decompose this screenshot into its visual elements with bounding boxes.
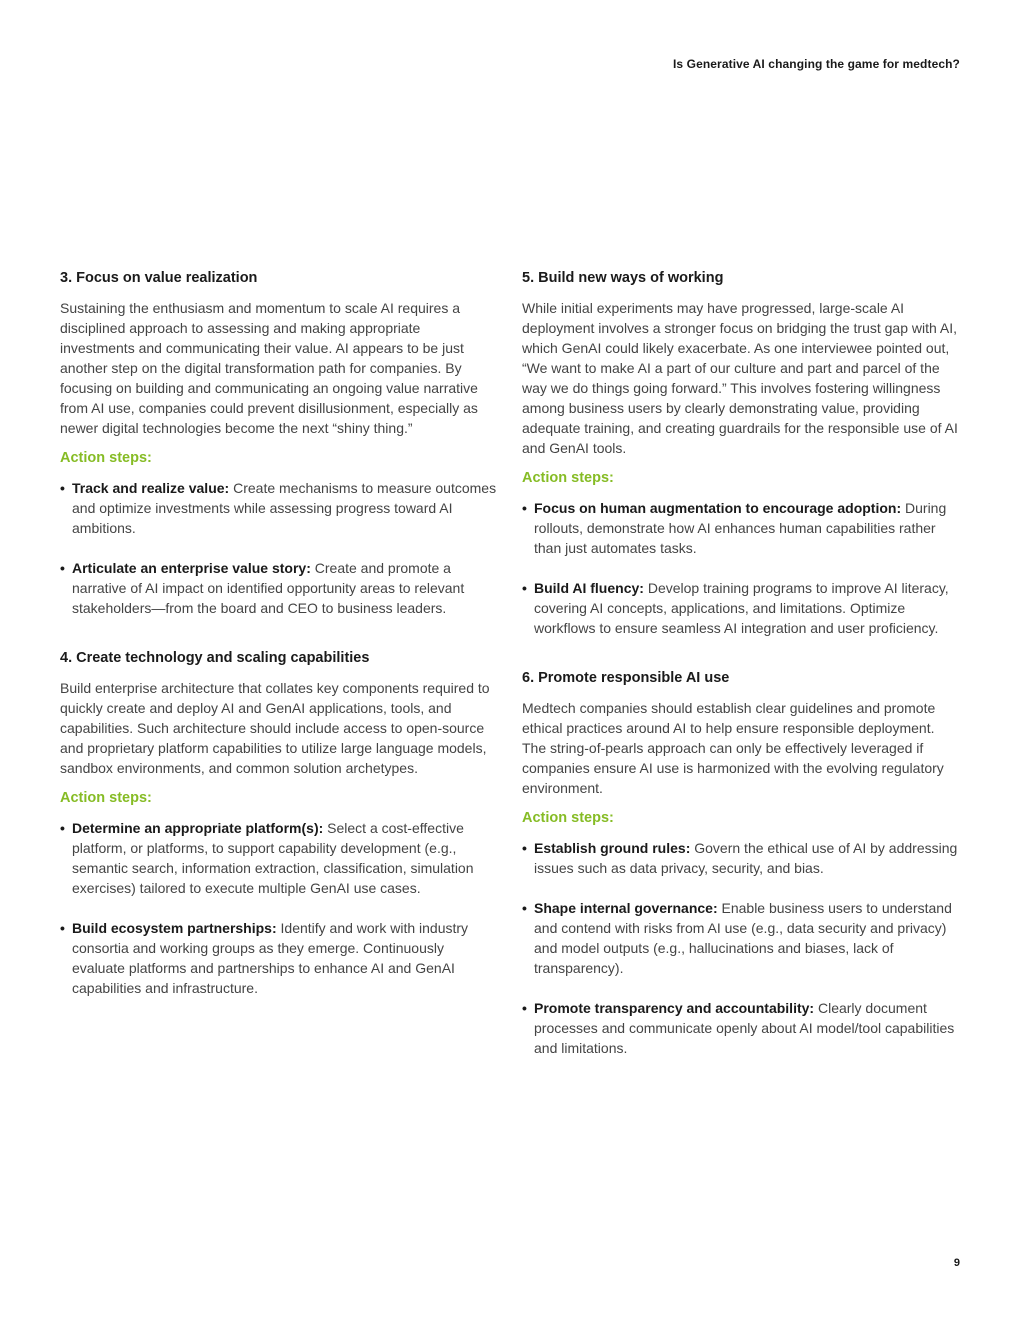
action-step <box>522 498 962 558</box>
step-term: Articulate an enterprise value story: <box>72 560 311 576</box>
step-text: Clearly document processes and communicate openly about AI model/tool capabilities and limitations. <box>534 1000 955 1056</box>
bullet-icon: • <box>522 500 527 516</box>
section-heading: 3. Focus on value realization <box>60 270 258 286</box>
step-text: Identify and work with industry consortia and working groups as they emerge. Continuously evaluate platforms and partnerships to enhance AI and GenAI capabilities and infrastructure. <box>72 920 469 996</box>
action-steps-list <box>522 498 962 638</box>
action-steps-label: Action steps: <box>522 470 614 486</box>
action-step <box>60 558 498 618</box>
action-step <box>522 998 962 1058</box>
section-value-realization <box>60 268 498 618</box>
section-body: Medtech companies should establish clear guidelines and promote ethical practices around AI to help ensure responsible deployment. The string-of-pearls approach can only be effectively leveraged if companies ensure AI use is harmonized with the evolving regulatory environment. <box>522 700 944 796</box>
action-steps-label: Action steps: <box>522 810 614 826</box>
action-steps-list <box>60 478 498 618</box>
bullet-icon: • <box>522 1000 527 1016</box>
step-term: Build AI fluency: <box>534 580 644 596</box>
section-heading: 6. Promote responsible AI use <box>522 670 730 686</box>
section-heading: 4. Create technology and scaling capabilities <box>60 650 370 666</box>
left-column <box>60 268 498 1028</box>
step-term: Determine an appropriate platform(s): <box>72 820 324 836</box>
section-body: Sustaining the enthusiasm and momentum to scale AI requires a disciplined approach to assessing and making appropriate investments and communicating their value. AI appears to be just another step on the digital transformation path for companies. By focusing on building and communicating an ongoing value narrative from AI use, companies could prevent disillusionment, especially as newer digital technologies become the next “shiny thing.” <box>60 300 478 436</box>
action-step <box>60 478 498 538</box>
section-body: While initial experiments may have progressed, large-scale AI deployment involves a stronger focus on bridging the trust gap with AI, which GenAI could likely exacerbate. As one interviewee pointed out, “We want to make AI a part of our culture and part and parcel of the way we do things going forward.” This involves fostering willingness among business users by clearly demonstrating value, providing adequate training, and creating guardrails for the responsible use of AI and GenAI tools. <box>522 300 958 456</box>
bullet-icon: • <box>522 580 527 596</box>
step-text: Create and promote a narrative of AI impact on identified opportunity areas to relevant stakeholders—from the board and CEO to business leaders. <box>72 560 465 616</box>
step-text: Enable business users to understand and contend with risks from AI use (e.g., data security and privacy) and model outputs (e.g., hallucinations and biases, lack of transparency). <box>534 900 952 976</box>
step-term: Promote transparency and accountability: <box>534 1000 815 1016</box>
action-step <box>522 578 962 638</box>
step-text: During rollouts, demonstrate how AI enhances human capabilities rather than just automates tasks. <box>534 500 947 556</box>
bullet-icon: • <box>60 920 65 936</box>
step-text: Govern the ethical use of AI by addressing issues such as data privacy, security, and bias. <box>534 840 958 876</box>
running-header: Is Generative AI changing the game for medtech? <box>673 57 960 71</box>
bullet-icon: • <box>522 900 527 916</box>
action-steps-label: Action steps: <box>60 450 152 466</box>
section-heading: 5. Build new ways of working <box>522 270 724 286</box>
action-step <box>60 818 498 898</box>
action-steps-list <box>60 818 498 998</box>
section-technology-scaling <box>60 648 498 998</box>
right-column <box>522 268 962 1088</box>
step-text: Develop training programs to improve AI literacy, covering AI concepts, applications, and limitations. Optimize workflows to ensure seamless AI integration and user proficiency. <box>534 580 949 636</box>
step-term: Establish ground rules: <box>534 840 691 856</box>
action-step <box>522 838 962 878</box>
step-term: Shape internal governance: <box>534 900 718 916</box>
action-step <box>522 898 962 978</box>
step-term: Build ecosystem partnerships: <box>72 920 277 936</box>
step-term: Track and realize value: <box>72 480 230 496</box>
step-text: Create mechanisms to measure outcomes and optimize investments while assessing progress toward AI ambitions. <box>72 480 497 536</box>
section-responsible-ai <box>522 668 962 1058</box>
section-new-ways-of-working <box>522 268 962 638</box>
action-steps-label: Action steps: <box>60 790 152 806</box>
bullet-icon: • <box>522 840 527 856</box>
step-text: Select a cost-effective platform, or platforms, to support capability development (e.g., semantic search, information extraction, classification, simulation exercises) tailored to execute multiple GenAI use cases. <box>72 820 474 896</box>
bullet-icon: • <box>60 820 65 836</box>
bullet-icon: • <box>60 480 65 496</box>
action-steps-list <box>522 838 962 1058</box>
bullet-icon: • <box>60 560 65 576</box>
action-step <box>60 918 498 998</box>
page-number: 9 <box>953 1257 960 1269</box>
step-term: Focus on human augmentation to encourage adoption: <box>534 500 902 516</box>
section-body: Build enterprise architecture that collates key components required to quickly create and deploy AI and GenAI applications, tools, and capabilities. Such architecture should include access to open-source and proprietary platform capabilities to utilize large language models, sandbox environments, and common solution archetypes. <box>60 680 490 776</box>
